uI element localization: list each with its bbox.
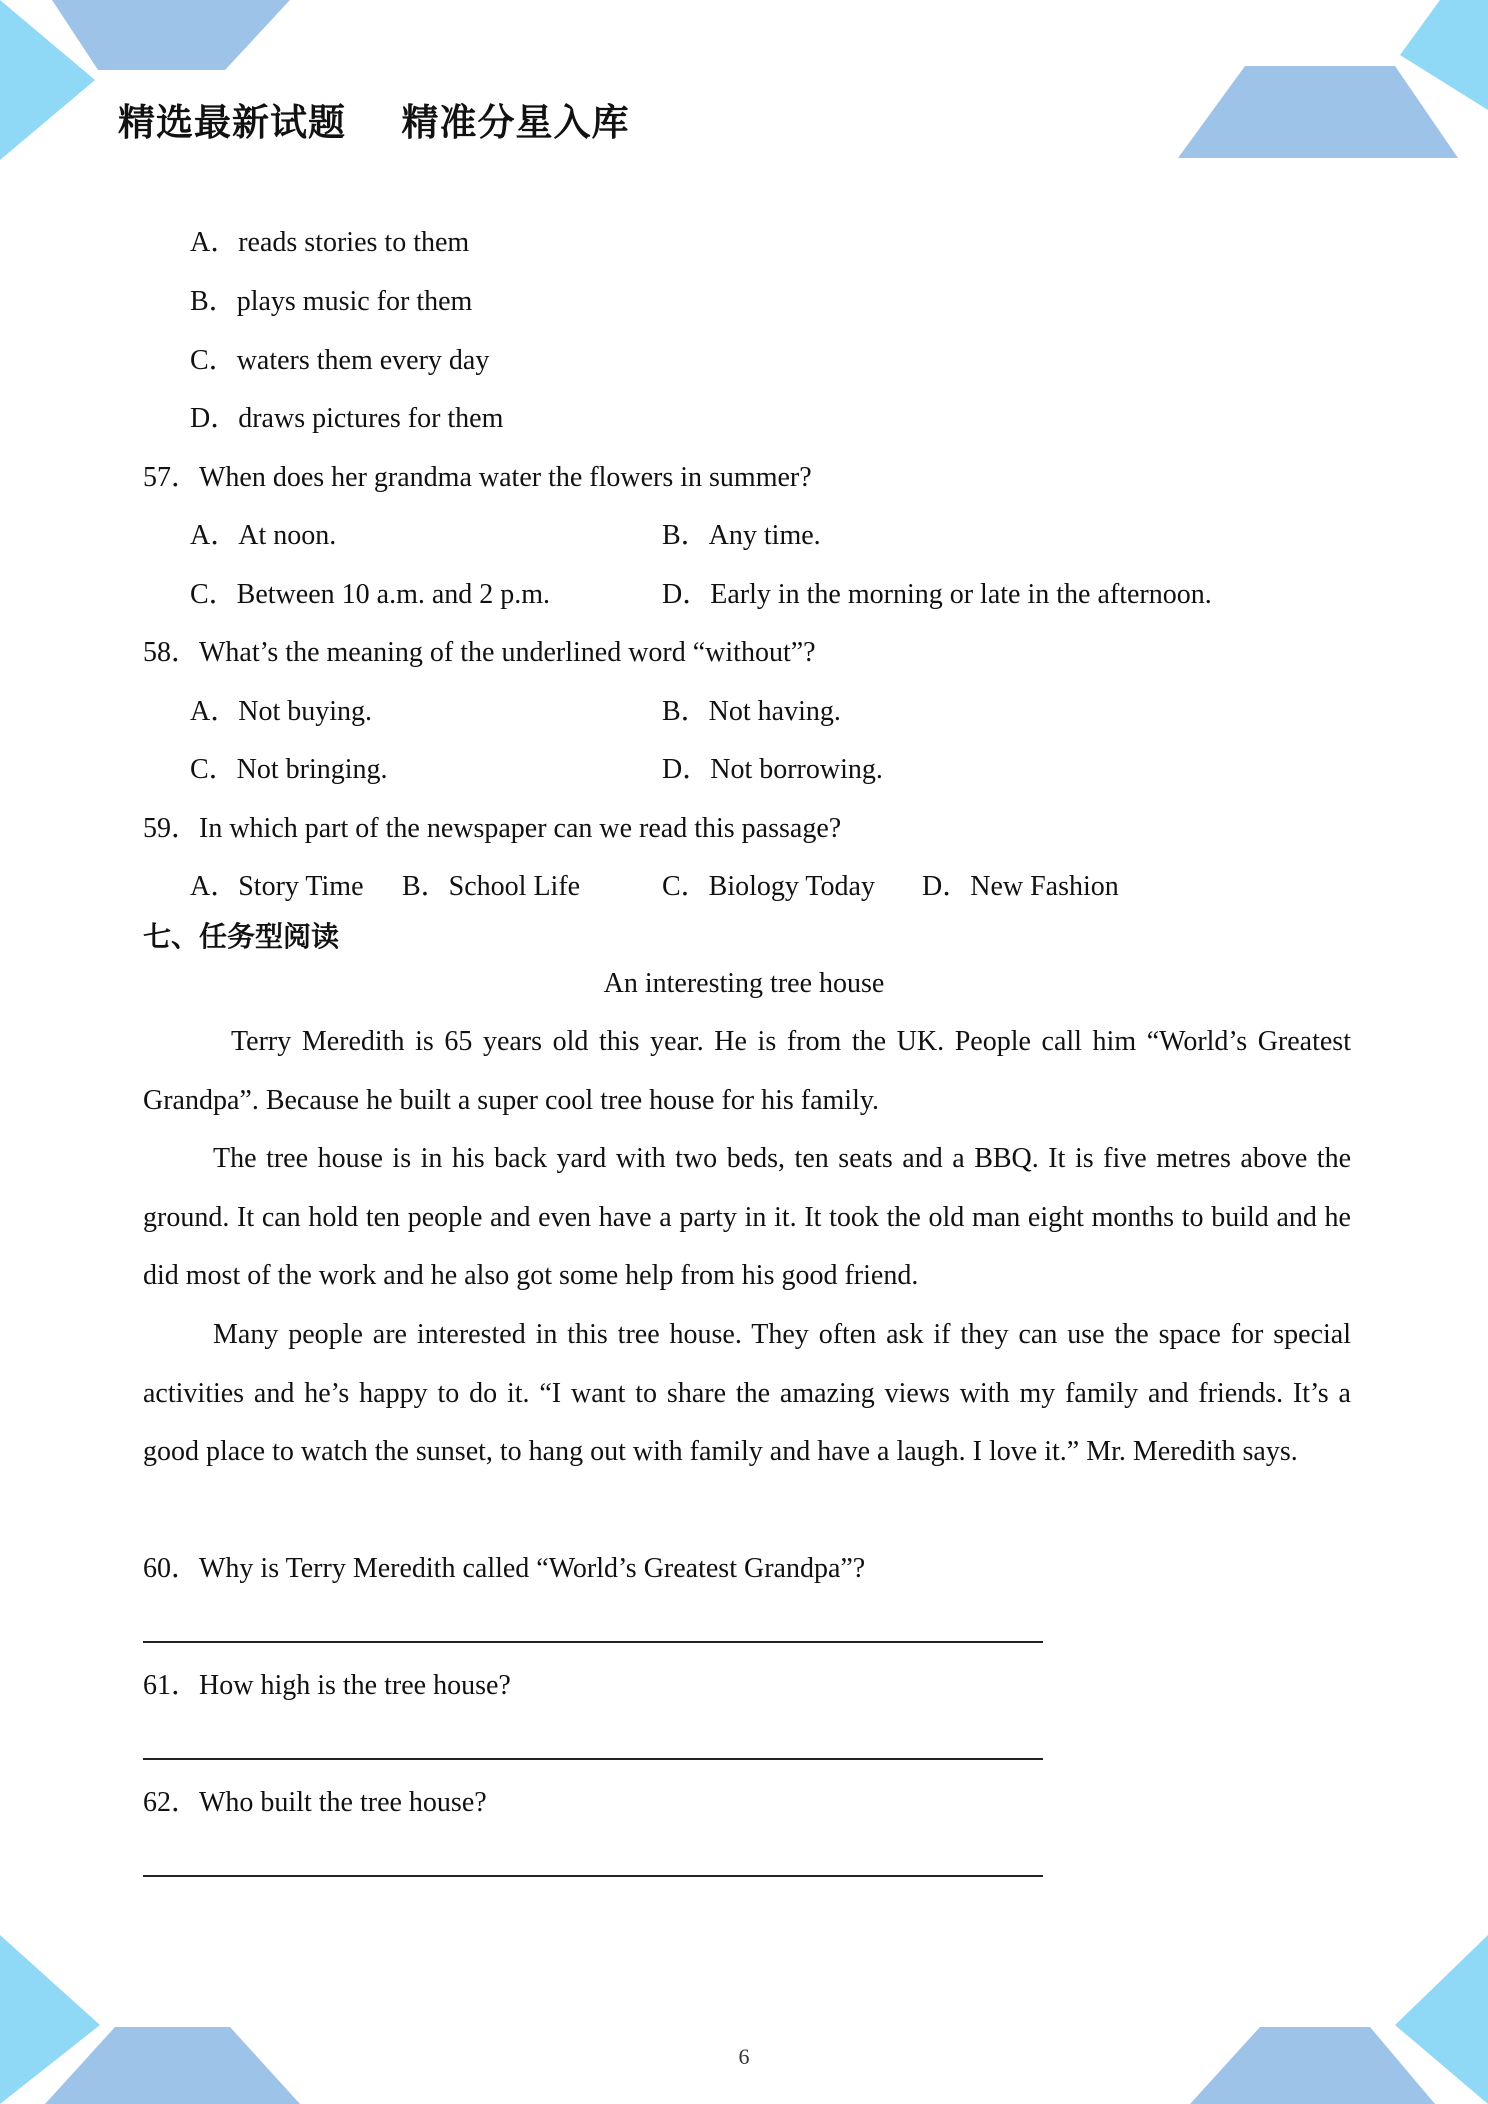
q59-option-b: B．School Life <box>402 871 581 902</box>
q58-option-c: C．Not bringing. <box>190 754 388 785</box>
passage-paragraph: The tree house is in his back yard with two beds, ten seats and a BBQ. It is five metres above the ground. It can hold ten people and even have a party in it. It took the old man eight months to build and he did most of the work and he also got some help from his good friend. <box>143 1143 1351 1291</box>
q57-option-a: A．At noon. <box>190 520 337 551</box>
q57-option-d: D．Early in the morning or late in the afternoon. <box>662 579 1212 610</box>
q57-option-b: B．Any time. <box>662 520 821 551</box>
q57-question: 57．When does her grandma water the flowers in summer? <box>143 462 812 493</box>
q56-option-a: A．reads stories to them <box>190 227 470 258</box>
passage-title: An interesting tree house <box>603 968 885 999</box>
passage-paragraph: Terry Meredith is 65 years old this year. He is from the UK. People call him “World’s Greatest Grandpa”. Because he built a super cool tree house for his family. <box>143 1026 1351 1116</box>
q62-answer-line[interactable] <box>143 1875 1043 1877</box>
top-left-trapezoid <box>52 0 290 70</box>
q58-question: 58．What’s the meaning of the underlined word “without”? <box>143 637 816 668</box>
q60-answer-line[interactable] <box>143 1641 1043 1643</box>
q58-option-b: B．Not having. <box>662 696 841 727</box>
q60-question: 60．Why is Terry Meredith called “World’s Greatest Grandpa”? <box>143 1553 866 1584</box>
section-heading: 七、任务型阅读 <box>143 920 340 953</box>
q58-option-d: D．Not borrowing. <box>662 754 883 785</box>
q61-answer-line[interactable] <box>143 1758 1043 1760</box>
page-number: 6 <box>738 2044 750 2069</box>
q59-question: 59．In which part of the newspaper can we read this passage? <box>143 813 842 844</box>
q59-option-c: C．Biology Today <box>662 871 875 902</box>
header-title: 精选最新试题 精准分星入库 <box>118 101 630 144</box>
passage-paragraph: Many people are interested in this tree house. They often ask if they can use the space for special activities and he’s happy to do it. “I want to share the amazing views with my family and friends. It’s a good place to watch the sunset, to hang out with family and have a laugh. I love it.” Mr. Meredith says. <box>143 1319 1351 1467</box>
q59-option-d: D．New Fashion <box>922 871 1119 902</box>
q61-question: 61．How high is the tree house? <box>143 1670 511 1701</box>
q58-option-a: A．Not buying. <box>190 696 373 727</box>
top-right-trapezoid <box>1178 66 1458 158</box>
q56-option-d: D．draws pictures for them <box>190 403 504 434</box>
q62-question: 62．Who built the tree house? <box>143 1787 487 1818</box>
q59-option-a: A．Story Time <box>190 871 364 902</box>
q57-option-c: C．Between 10 a.m. and 2 p.m. <box>190 579 551 610</box>
q56-option-c: C．waters them every day <box>190 345 490 376</box>
q56-option-b: B．plays music for them <box>190 286 473 317</box>
